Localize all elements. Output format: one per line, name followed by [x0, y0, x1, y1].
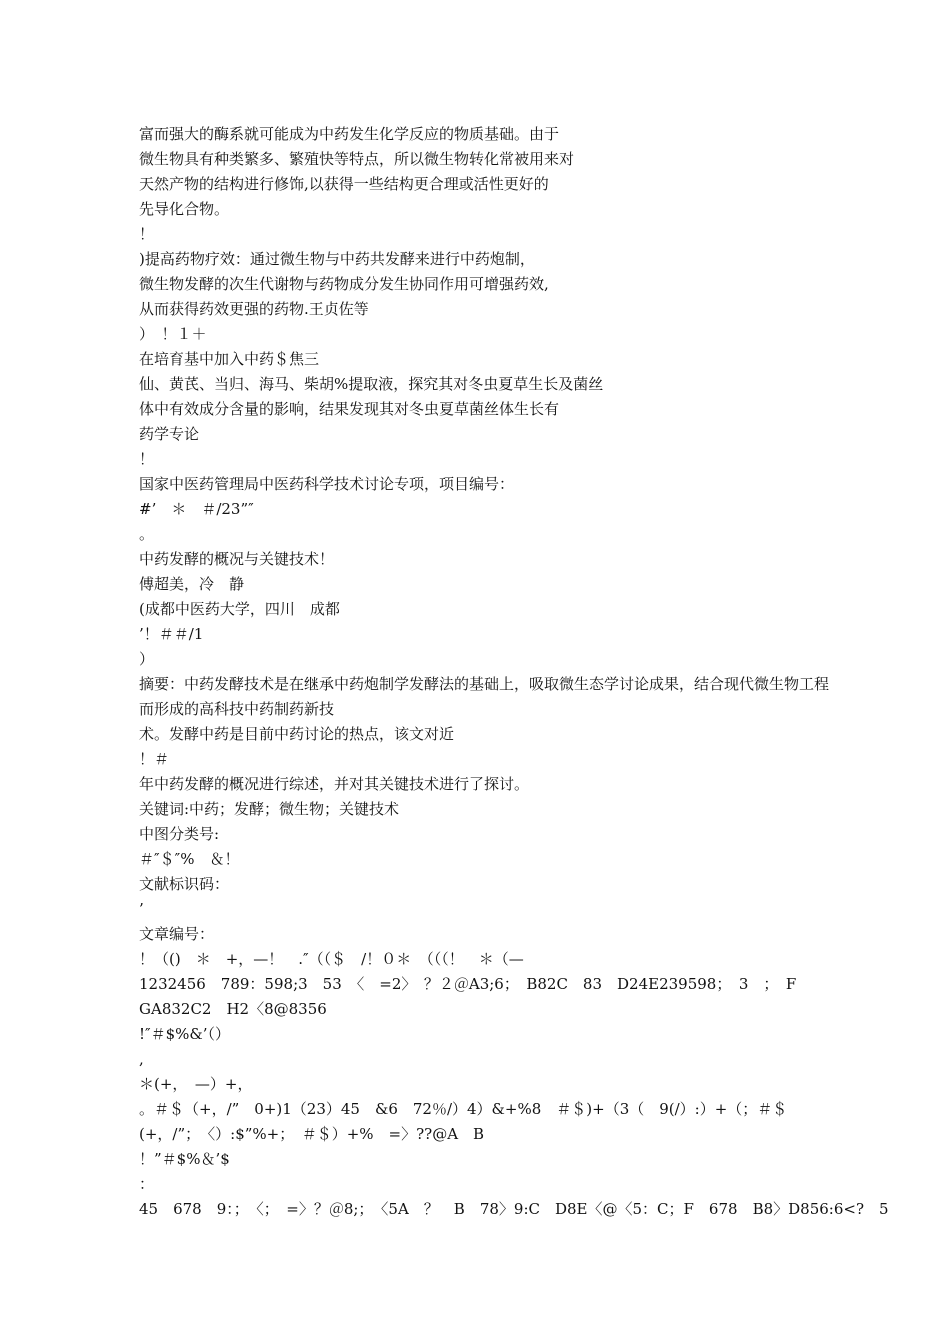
text-line: ,	[139, 1050, 144, 1068]
funding-note: 国家中医药管理局中医药科学技术讨论专项，项目编号：	[139, 475, 515, 493]
text-line: ’！＃＃/1	[139, 625, 204, 643]
text-line: ＃″＄″% ＆！	[139, 850, 240, 868]
text-line: 微生物具有种类繁多、繁殖快等特点，所以微生物转化常被用来对	[139, 150, 575, 168]
text-line: 体中有效成分含量的影响，结果发现其对冬虫夏草菌丝体生长有	[139, 400, 560, 418]
text-line: ＊(+， —）+，	[139, 1075, 253, 1093]
text-line: 45 678 9：； 〈； =〉？＠8;； 〈5A ？ B 78〉9:C D8E〈@〈5：C；F 678 B8〉D856:6<? 5	[139, 1200, 889, 1218]
text-line: ！	[139, 225, 155, 243]
abstract: 摘要：中药发酵技术是在继承中药炮制学发酵法的基础上，吸取微生态学讨论成果，结合现代微生物工程而形成的高科技中药制药新技	[139, 675, 830, 718]
affiliation: (成都中医药大学，四川 成都	[139, 600, 340, 618]
text-line: ！	[139, 450, 155, 468]
text-line: 富而强大的酶系就可能成为中药发生化学反应的物质基础。由于	[139, 125, 560, 143]
text-line: ）	[139, 650, 155, 668]
classification-label: 中图分类号:	[139, 825, 220, 843]
text-line: 先导化合物。	[139, 200, 230, 218]
text-line: 。	[139, 525, 155, 543]
text-line: ！＃	[139, 750, 170, 768]
text-line: 在培育基中加入中药＄焦三	[139, 350, 320, 368]
text-line: 仙、黄芪、当归、海马、柴胡%提取液，探究其对冬虫夏草生长及菌丝	[139, 375, 604, 393]
document-body	[139, 122, 889, 1222]
text-line: 天然产物的结构进行修饰,以获得一些结构更合理或活性更好的	[139, 175, 549, 193]
text-line: ） ！１＋	[139, 325, 207, 343]
text-line: 年中药发酵的概况进行综述，并对其关键技术进行了探讨。	[139, 775, 530, 793]
article-title: 中药发酵的概况与关键技术！	[139, 550, 335, 568]
text-line: #’ ＊ ＃/23”″	[139, 500, 254, 518]
text-line: 微生物发酵的次生代谢物与药物成分发生协同作用可增强药效,	[139, 275, 549, 293]
article-number-label: 文章编号：	[139, 925, 215, 943]
text-line: 术。发酵中药是目前中药讨论的热点，该文对近	[139, 725, 455, 743]
text-line: !″＃$%&’（）	[139, 1025, 231, 1043]
document-code-label: 文献标识码：	[139, 875, 230, 893]
text-line: ！（() ＊ +，—！ .″（（＄ /！０＊ （（（！ ＊（—	[139, 950, 524, 968]
text-line: ！”＃$%＆’$	[139, 1150, 230, 1168]
text-line: ：	[139, 1175, 155, 1193]
text-line: ’	[139, 900, 144, 918]
section-label: 药学专论	[139, 425, 200, 443]
keywords: 关键词:中药；发酵；微生物；关键技术	[139, 800, 400, 818]
text-line: )提高药物疗效：通过微生物与中药共发酵来进行中药炮制，	[139, 250, 535, 268]
garbled-text: 。＃＄（+，/” 0+)1（23）45 &6 72％/）4）&+%8 ＃＄)+（3（ 9(/）:）+（；＃＄(+，/”； 〈）:$”%+； ＃＄）+% =〉??@A B	[139, 1100, 788, 1143]
garbled-text: 1232456 789：598;3 53 〈 =2〉 ？２＠A3;6； B82C 83 D24E239598； 3 ； F GA832C2 H2〈8@8356	[139, 975, 812, 1018]
text-line: 从而获得药效更强的药物.王贞佐等	[139, 300, 369, 318]
authors: 傅超美，冷 静	[139, 575, 245, 593]
